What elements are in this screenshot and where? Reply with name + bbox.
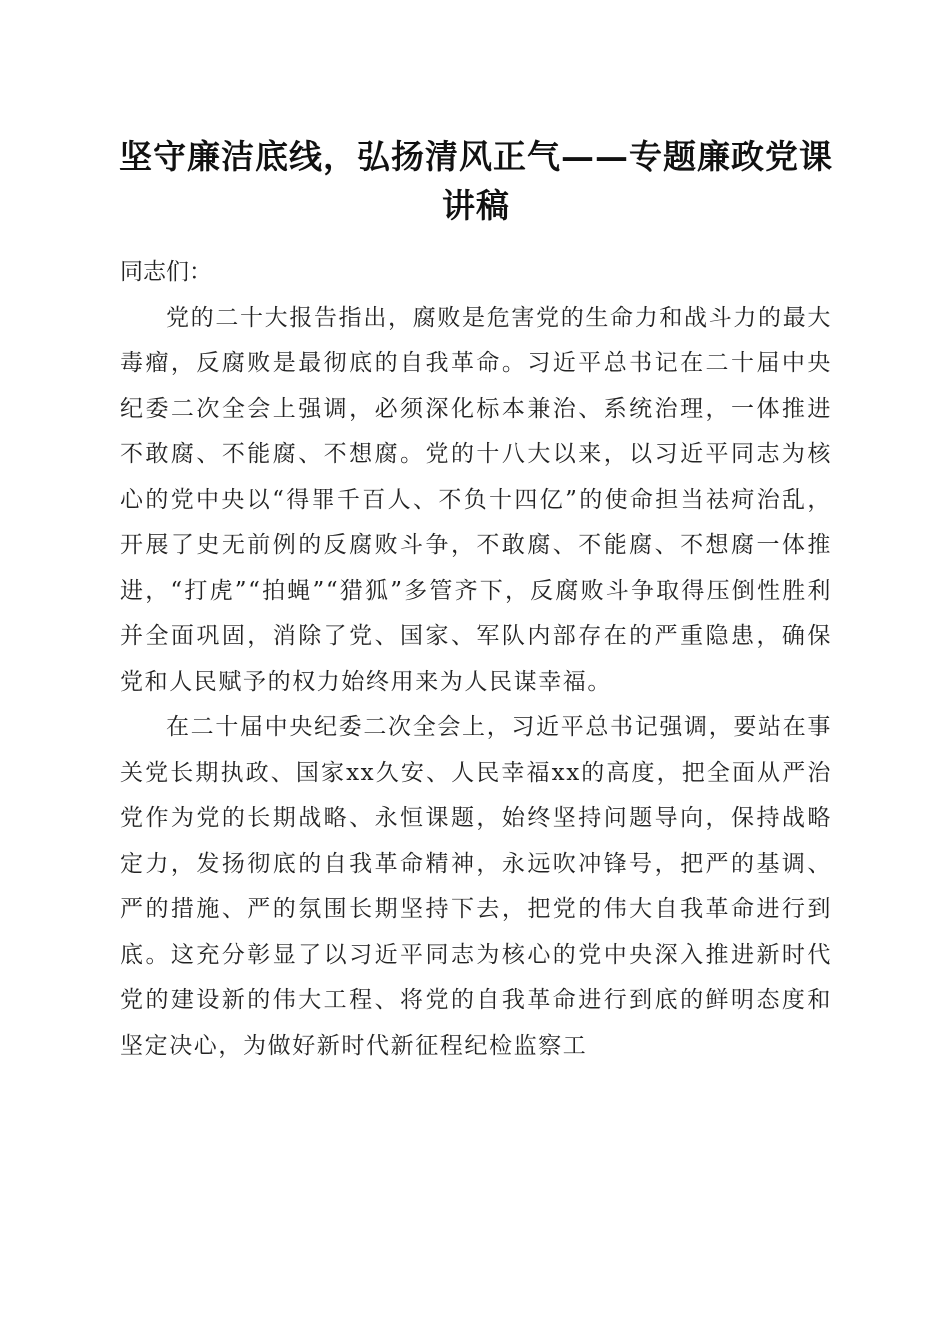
document-title: 坚守廉洁底线，弘扬清风正气——专题廉政党课讲稿 [119, 137, 833, 225]
paragraph-2: 在二十届中央纪委二次全会上，习近平总书记强调，要站在事关党长期执政、国家xx久安、人民幸福xx的高度，把全面从严治党作为党的长期战略、永恒课题，始终坚持问题导向，保持战略定力，发扬彻底的自我革命精神，永远吹冲锋号，把严的基调、严的措施、严的氛围长期坚持下去，把党的伟大自我革命进行到底。这充分彰显了以习近平同志为核心的党中央深入推进新时代党的建设新的伟大工程、将党的自我革命进行到底的鲜明态度和坚定决心，为做好新时代新征程纪检监察工 [120, 714, 832, 1059]
paragraph-1: 党的二十大报告指出，腐败是危害党的生命力和战斗力的最大毒瘤，反腐败是最彻底的自我革命。习近平总书记在二十届中央纪委二次全会上强调，必须深化标本兼治、系统治理，一体推进不敢腐、不能腐、不想腐。党的十八大以来，以习近平同志为核心的党中央以“得罪千百人、不负十四亿”的使命担当祛疴治乱，开展了史无前例的反腐败斗争，不敢腐、不能腐、不想腐一体推进，“打虎”“拍蝇”“猎狐”多管齐下，反腐败斗争取得压倒性胜利并全面巩固，消除了党、国家、军队内部存在的严重隐患，确保党和人民赋予的权力始终用来为人民谋幸福。 [120, 304, 832, 695]
salutation: 同志们： [120, 259, 212, 285]
document-body [120, 250, 832, 1069]
